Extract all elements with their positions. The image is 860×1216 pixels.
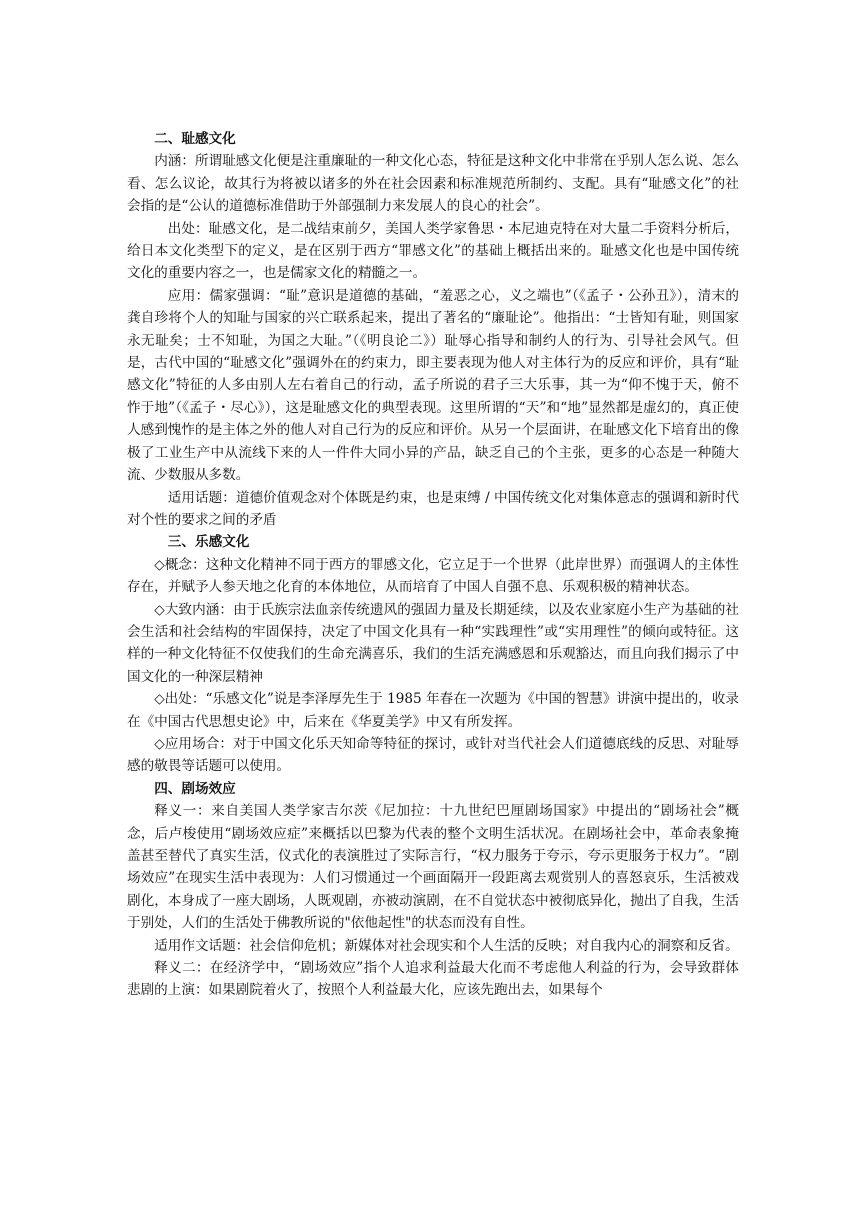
paragraph-definition-one: 释义一：来自美国人类学家吉尔茨《尼加拉：十九世纪巴厘剧场国家》中提出的“剧场社会”概念，后卢梭使用“剧场效应症”来概括以巴黎为代表的整个文明生活状况。在剧场社会中，革命表象掩盖甚至替代了真实生活，仪式化的表演胜过了实际言行，“权力服务于夸示，夸示更服务于权力”。“剧场效应”在现实生活中表现为：人们习惯通过一个画面隔开一段距离去观赏别人的喜怒哀乐，生活被戏剧化，本身成了一座大剧场，人既观剧，亦被动演剧，在不自觉状态中被彻底异化，抛出了自我，生活于别处，人们的生活处于佛教所说的"依他起性"的状态而没有自性。 bbox=[127, 803, 739, 932]
paragraph-connotation: 内涵：所谓耻感文化便是注重廉耻的一种文化心态，特征是这种文化中非常在乎别人怎么说、怎么看、怎么议论，故其行为将被以诸多的外在社会因素和标准规范所制约、支配。具有“耻感文化”的社会指的是“公认的道德标准借助于外部强制力来发展人的良心的社会”。 bbox=[127, 153, 739, 215]
paragraph-concept: ◇概念：这种文化精神不同于西方的罪感文化，它立足于一个世界（此岸世界）而强调人的主体性存在，并赋予人参天地之化育的本体地位，从而培育了中国人自强不息、乐观积极的精神状态。 bbox=[127, 556, 739, 596]
paragraph-origin: 出处：耻感文化，是二战结束前夕，美国人类学家鲁思・本尼迪克特在对大量二手资料分析后，给日本文化类型下的定义，是在区别于西方“罪感文化”的基础上概括出来的。耻感文化也是中国传统文化的重要内容之一，也是儒家文化的精髓之一。 bbox=[127, 220, 739, 282]
paragraph-general-connotation: ◇大致内涵：由于氏族宗法血亲传统遗风的强固力量及长期延续，以及农业家庭小生产为基础的社会生活和社会结构的牢固保持，决定了中国文化具有一种“实践理性”或“实用理性”的倾向或特征。这样的一种文化特征不仅使我们的生命充满喜乐，我们的生活充满感恩和乐观豁达，而且向我们揭示了中国文化的一种深层精神 bbox=[127, 601, 739, 685]
paragraph-application: 应用：儒家强调：“耻”意识是道德的基础，“羞恶之心，义之端也”（《孟子・公孙丑》），清末的龚自珍将个人的知耻与国家的兴亡联系起来，提出了著名的“廉耻论”。他指出：“士皆知有耻，则国家永无耻矣；士不知耻，为国之大耻。”（《明良论二》）耻辱心指导和制约人的行为、引导社会风气。但是，古代中国的“耻感文化”强调外在的约束力，即主要表现为他人对主体行为的反应和评价，具有“耻感文化”特征的人多由别人左右着自己的行动，孟子所说的君子三大乐事，其一为“仰不愧于天，俯不怍于地”（《孟子・尽心》），这是耻感文化的典型表现。这里所谓的“天”和“地”显然都是虚幻的，真正使人感到愧怍的是主体之外的他人对自己行为的反应和评价。从另一个层面讲，在耻感文化下培育出的像极了工业生产中从流线下来的人一件件大同小异的产品，缺乏自己的个主张，更多的心态是一种随大流、少数服从多数。 bbox=[127, 287, 739, 484]
paragraph-definition-two: 释义二：在经济学中，“剧场效应”指个人追求利益最大化而不考虑他人利益的行为，会导致群体悲剧的上演：如果剧院着火了，按照个人利益最大化，应该先跑出去，如果每个 bbox=[127, 960, 739, 999]
paragraph-applicable-topics: 适用话题：道德价值观念对个体既是约束，也是束缚 / 中国传统文化对集体意志的强调和新时代对个性的要求之间的矛盾 bbox=[127, 489, 739, 528]
paragraph-usage: ◇应用场合：对于中国文化乐天知命等特征的探讨，或针对当代社会人们道德底线的反思、对耻辱感的敬畏等话题可以使用。 bbox=[127, 735, 739, 775]
section-heading-theater-effect: 四、剧场效应 bbox=[154, 780, 236, 797]
section-heading-shame-culture: 二、耻感文化 bbox=[154, 131, 236, 147]
paragraph-essay-topics: 适用作文话题：社会信仰危机；新媒体对社会现实和个人生活的反映；对自我内心的洞察和反省。 bbox=[154, 937, 739, 954]
section-heading-joy-culture: 三、乐感文化 bbox=[167, 534, 250, 551]
paragraph-source: ◇出处：“乐感文化”说是李泽厚先生于 1985 年春在一次题为《中国的智慧》讲演中提出的，收录在《中国古代思想史论》中，后来在《华夏美学》中又有所发挥。 bbox=[127, 691, 739, 730]
document-body bbox=[127, 128, 739, 1002]
